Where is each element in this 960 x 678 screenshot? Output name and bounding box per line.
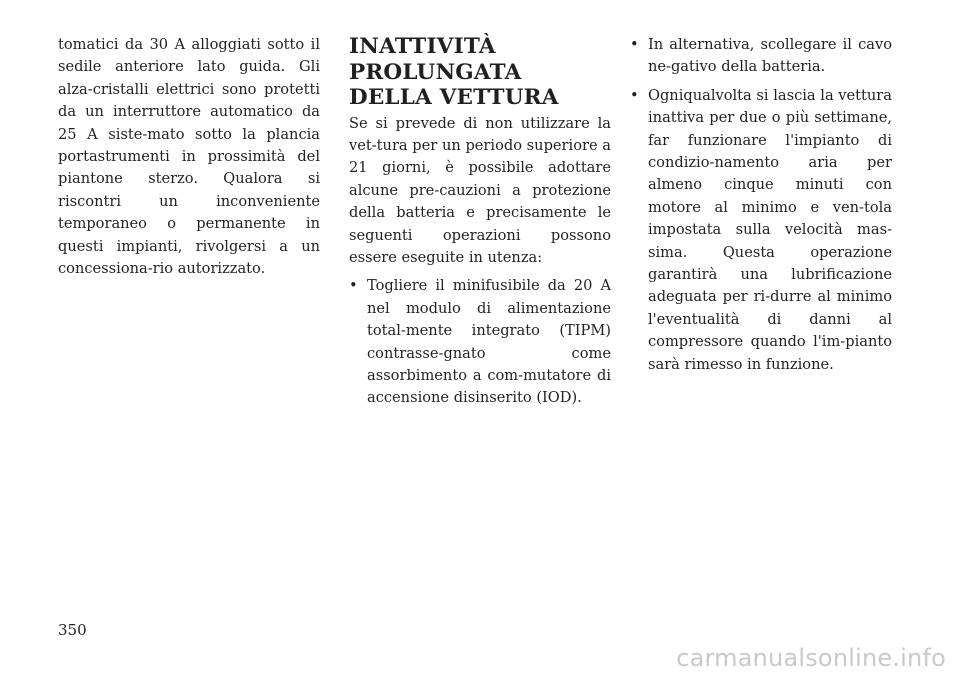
list-item-text: In alternativa, scollegare il cavo ne-gativo della batteria.	[648, 36, 892, 76]
column-2	[349, 34, 611, 410]
column-3	[630, 34, 892, 382]
section-heading: INATTIVITÀ PROLUNGATA DELLA VETTURA	[349, 34, 559, 110]
list-item	[630, 34, 892, 79]
bullet-list	[630, 34, 892, 376]
bullet-icon: •	[630, 36, 639, 53]
column-1	[58, 34, 320, 280]
page-number: 350	[58, 621, 87, 639]
intro-paragraph: Se si prevede di non utilizzare la vet-tura per un periodo superiore a 21 giorni, è possibile adottare alcune pre-cauzioni a protezione della batteria e precisamente le seguenti operazioni possono essere eseguite in utenza:	[349, 114, 611, 266]
list-item-text: Togliere il minifusibile da 20 A nel modulo di alimentazione total-mente integrato (TIPM) contrasse-gnato come assorbimento a com-mutatore di accensione disinserito (IOD).	[367, 277, 611, 407]
list-item	[349, 275, 611, 409]
watermark: carmanualsonline.info	[676, 644, 946, 672]
list-item	[630, 85, 892, 376]
body-paragraph: tomatici da 30 A alloggiati sotto il sedile anteriore lato guida. Gli alza-cristalli elettrici sono protetti da un interruttore automatico da 25 A siste-mato sotto la plancia portastrumenti in prossimità del piantone sterzo. Qualora si riscontri un inconveniente temporaneo o permanente in questi impianti, rivolgersi a un concessiona-rio autorizzato.	[58, 36, 320, 278]
bullet-list	[349, 275, 611, 409]
bullet-icon: •	[630, 86, 639, 104]
bullet-icon: •	[349, 277, 358, 295]
list-item-text: Ogniqualvolta si lascia la vettura inattiva per due o più settimane, far funzionare l'impianto di condizio-namento aria per almeno cinque minuti con motore al minimo e ven-tola impostata sulla velocità mas-sima. Questa operazione garantirà una lubrificazione adeguata per ri-durre al minimo l'eventualità di danni al compressore quando l'im-pianto sarà rimesso in funzione.	[648, 86, 892, 373]
